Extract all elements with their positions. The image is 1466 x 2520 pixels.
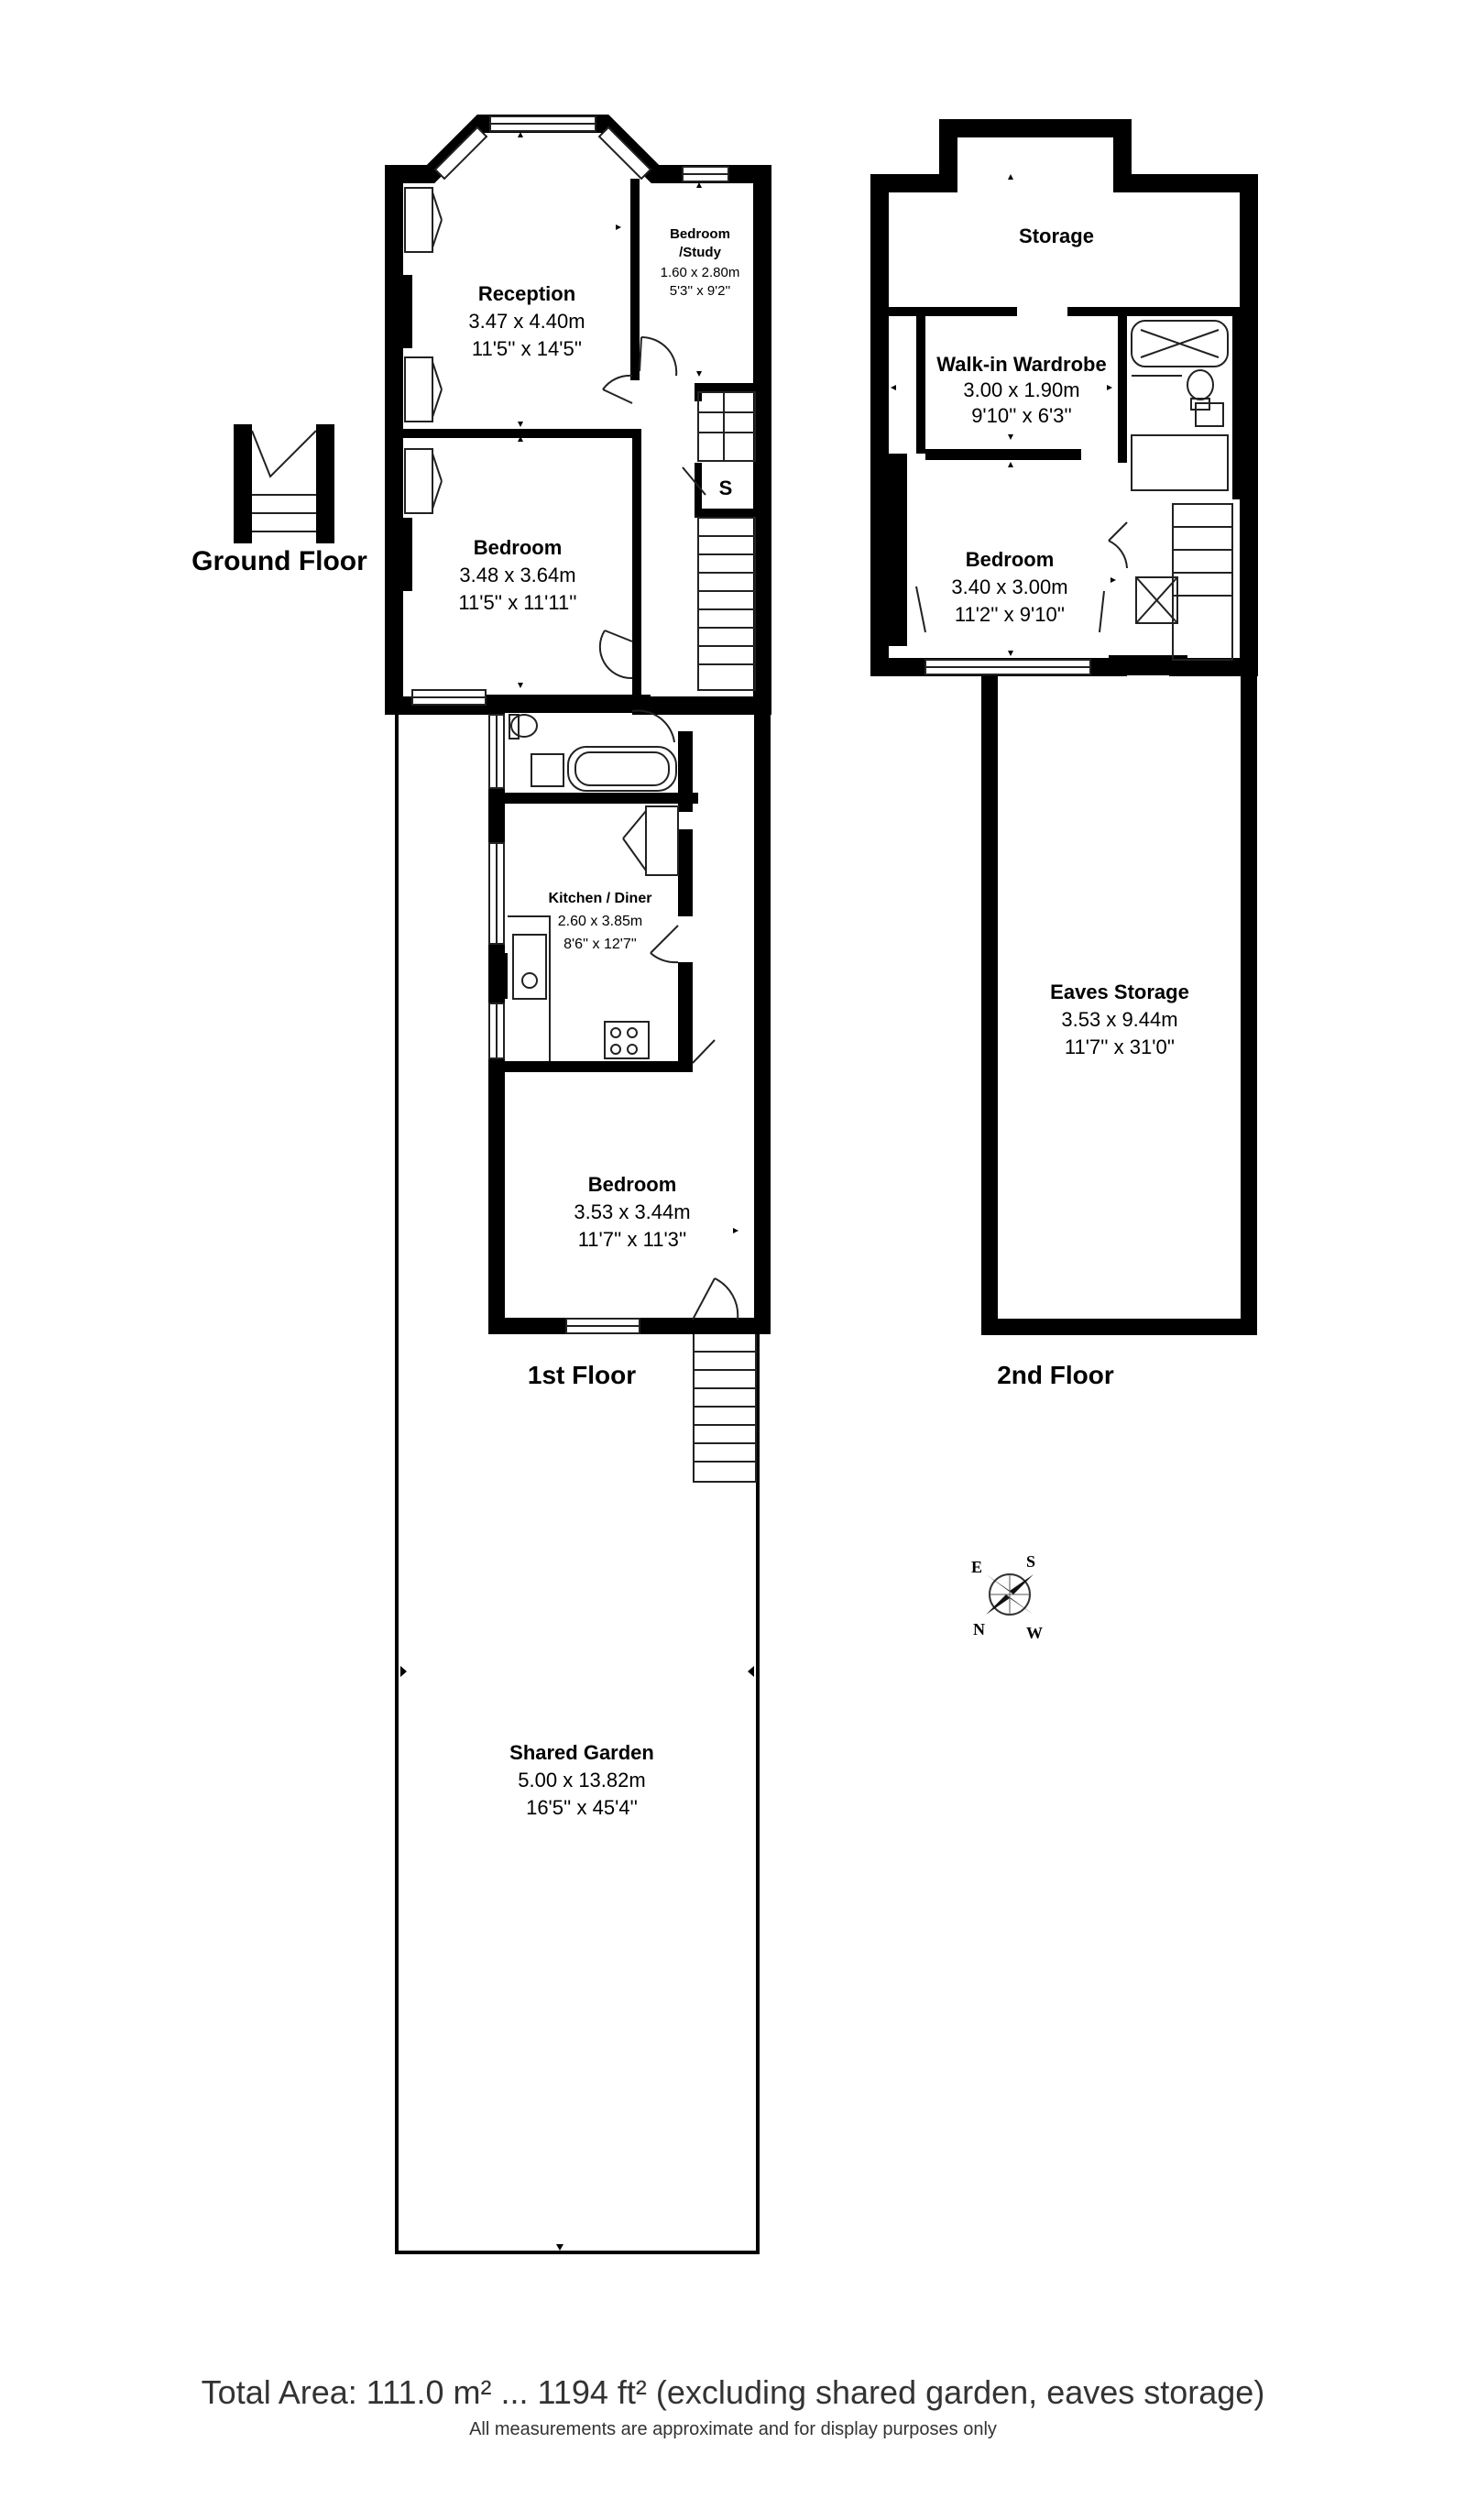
storage-name: Storage [1019,225,1094,247]
eaves-imperial: 11'7'' x 31'0'' [1064,1035,1176,1058]
entry-stairs [234,424,334,543]
study-metric: 1.60 x 2.80m [660,265,740,280]
compass-icon [971,1552,1043,1642]
second-floor-label: 2nd Floor [997,1361,1114,1389]
first-floor-label: 1st Floor [527,1361,637,1389]
study-name-line1: Bedroom [670,226,730,242]
bedroom-second-imperial: 11'2'' x 9'10'' [954,603,1066,626]
eaves-name: Eaves Storage [1050,981,1189,1003]
reception-name: Reception [477,282,576,305]
first-floor-plan [489,706,762,1333]
kitchen-metric: 2.60 x 3.85m [557,914,643,929]
reception-imperial: 11'5'' x 14'5'' [471,337,583,360]
bedroom-ground-metric: 3.48 x 3.64m [459,564,576,586]
bedroom-first-metric: 3.53 x 3.44m [574,1200,691,1223]
compass-e: E [971,1558,983,1576]
kitchen-imperial: 8'6'' x 12'7'' [563,937,637,952]
bedroom-first-name: Bedroom [587,1173,677,1196]
wardrobe-imperial: 9'10'' x 6'3'' [971,404,1072,427]
ground-floor-plan [394,116,762,706]
stair-store-label: S [718,477,733,499]
garden-steps [694,1333,756,1482]
wardrobe-name: Walk-in Wardrobe [936,353,1107,376]
study-imperial: 5'3'' x 9'2'' [669,283,731,299]
bedroom-first-imperial: 11'7'' x 11'3'' [577,1228,687,1251]
second-floor-plan [870,128,1249,1327]
compass-s: S [1026,1552,1036,1571]
compass-w: W [1026,1624,1043,1642]
bedroom-ground-imperial: 11'5'' x 11'11'' [458,591,577,614]
ground-floor-label: Ground Floor [191,546,367,576]
eaves-metric: 3.53 x 9.44m [1061,1008,1178,1031]
kitchen-name: Kitchen / Diner [548,891,652,906]
bedroom-second-metric: 3.40 x 3.00m [951,575,1068,598]
garden-name: Shared Garden [509,1741,654,1764]
compass-n: N [973,1620,985,1638]
wardrobe-metric: 3.00 x 1.90m [963,378,1080,401]
disclaimer: All measurements are approximate and for display purposes only [469,2419,997,2439]
total-area: Total Area: 111.0 m² ... 1194 ft² (excluding shared garden, eaves storage) [201,2373,1265,2411]
garden-metric: 5.00 x 13.82m [518,1769,646,1791]
study-name-line2: /Study [679,245,721,260]
bedroom-ground-name: Bedroom [473,536,563,559]
garden-imperial: 16'5'' x 45'4'' [526,1796,638,1819]
reception-metric: 3.47 x 4.40m [468,310,585,333]
bedroom-second-name: Bedroom [965,548,1055,571]
